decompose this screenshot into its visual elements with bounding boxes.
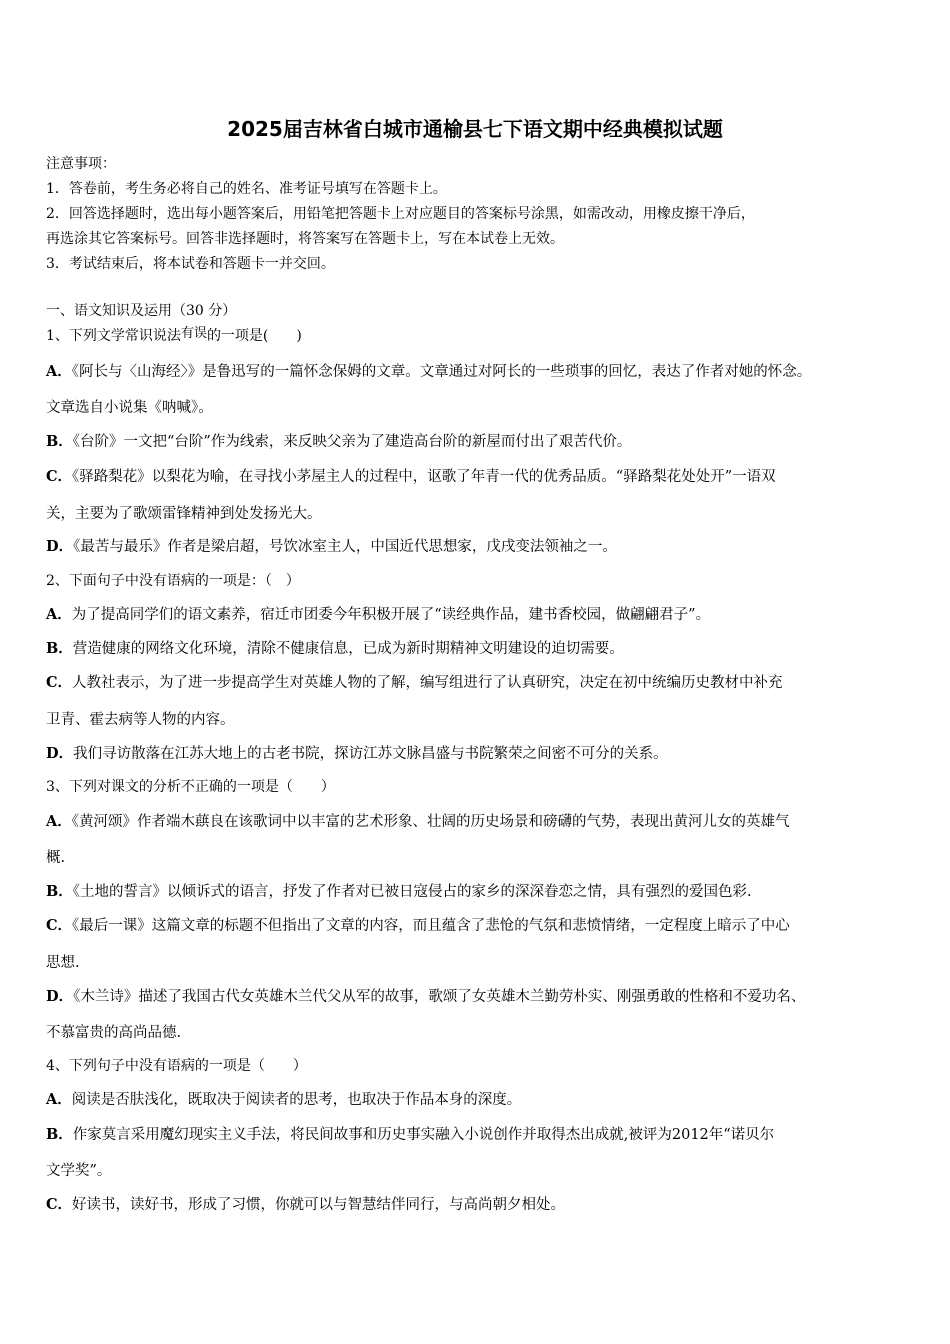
option-line (46, 812, 790, 832)
option-line (46, 916, 790, 936)
option-letter: C． (46, 468, 73, 485)
option-text: 营造健康的网络文化环境，清除不健康信息，已成为新时期精神文明建设的迫切需要。 (72, 641, 624, 657)
option-line (46, 398, 213, 418)
option-line (46, 673, 783, 693)
option-text: 不慕富贵的高尚品德. (46, 1025, 182, 1041)
option-letter: B． (46, 433, 73, 450)
option-letter: D． (46, 988, 74, 1005)
option-line (46, 432, 631, 452)
option-line (46, 504, 322, 524)
option-letter: D． (46, 538, 74, 555)
option-line (46, 639, 624, 659)
page-title: 2025届吉林省白城市通榆县七下语文期中经典模拟试题 (227, 117, 723, 141)
option-letter: C． (46, 674, 73, 691)
question-stem (46, 326, 302, 347)
option-line (46, 882, 752, 902)
option-line (46, 1195, 565, 1215)
option-text: 概. (46, 850, 66, 866)
option-line (46, 467, 776, 487)
option-letter: A． (46, 1091, 72, 1108)
option-text: 《最苦与最乐》作者是梁启超，号饮冰室主人，中国近代思想家，戊戌变法领袖之一。 (73, 539, 617, 555)
option-line (46, 953, 80, 973)
option-letter: D． (46, 745, 74, 762)
option-letter: C． (46, 917, 73, 934)
option-letter: A． (46, 363, 72, 380)
option-text: 阅读是否肤浅化，既取决于阅读者的思考，也取决于作品本身的深度。 (71, 1092, 522, 1108)
option-text: 我们寻访散落在江苏大地上的古老书院，探访江苏文脉昌盛与书院繁荣之间密不可分的关系。 (73, 746, 668, 762)
option-letter: A． (46, 813, 72, 830)
option-letter: C． (46, 1196, 73, 1213)
notice-block (46, 152, 906, 277)
question-stem: 4、下列句子中没有语病的一项是（ ） (46, 1058, 307, 1074)
option-line (46, 1161, 111, 1181)
option-text: 文学奖”。 (46, 1163, 112, 1179)
question-stem-emphasis: 有误 (180, 326, 207, 341)
notice-item: 2．回答选择题时，选出每小题答案后，用铅笔把答题卡上对应题目的答案标号涂黑，如需改动，用橡皮擦干净后， (46, 206, 755, 222)
option-line (46, 987, 805, 1007)
option-line (46, 1125, 774, 1145)
option-line (46, 537, 617, 557)
option-letter: B． (46, 640, 73, 657)
option-text: 《最后一课》这篇文章的标题不但指出了文章的内容，而且蕴含了悲怆的气氛和悲愤情绪，一定程度上暗示了中心 (72, 918, 790, 934)
option-text: 《土地的誓言》以倾诉式的语言，抒发了作者对已被日寇侵占的家乡的深深眷恋之情，具有强烈的爱国色彩. (72, 884, 752, 900)
option-letter: B． (46, 1126, 73, 1143)
option-line (46, 848, 65, 868)
option-text: 《驿路梨花》以梨花为喻，在寻找小茅屋主人的过程中，讴歌了年青一代的优秀品质。“驿路梨花处处开”一语双 (72, 469, 776, 485)
option-text: 作家莫言采用魔幻现实主义手法，将民间故事和历史事实融入小说创作并取得杰出成就,被评为2012年“诺贝尔 (72, 1127, 775, 1143)
section-heading: 一、语文知识及运用（30 分） (46, 303, 237, 319)
notice-item: 3．考试结束后，将本试卷和答题卡一并交回。 (46, 256, 335, 272)
option-text: 《阿长与〈山海经〉》是鲁迅写的一篇怀念保姆的文章。文章通过对阿长的一些琐事的回忆，表达了作者对她的怀念。 (71, 364, 812, 380)
option-letter: B． (46, 883, 73, 900)
option-text: 《黄河颂》作者端木蕻良在该歌词中以丰富的艺术形象、壮阔的历史场景和磅礴的气势，表现出黄河儿女的英雄气 (71, 814, 790, 830)
option-line (46, 710, 235, 730)
option-text: 人教社表示，为了进一步提高学生对英雄人物的了解，编写组进行了认真研究，决定在初中统编历史教材中补充 (72, 675, 783, 691)
option-line (46, 744, 668, 764)
option-text: 文章选自小说集《呐喊》。 (46, 400, 213, 416)
question-stem-part: 的一项是( ) (206, 328, 302, 344)
option-text: 《木兰诗》描述了我国古代女英雄木兰代父从军的故事，歌颂了女英雄木兰勤劳朴实、刚强勇敢的性格和不爱功名、 (73, 989, 806, 1005)
notice-item: 再选涂其它答案标号。回答非选择题时，将答案写在答题卡上，写在本试卷上无效。 (46, 231, 564, 247)
option-text: 为了提高同学们的语文素养，宿迁市团委今年积极开展了“读经典作品，建书香校园，做翩翩君子”。 (71, 607, 711, 623)
question-stem-part: 1、下列文学常识说法 (46, 328, 181, 344)
question-stem: 2、下面句子中没有语病的一项是：（ ） (46, 573, 300, 589)
notice-heading: 注意事项： (46, 156, 116, 172)
option-text: 《台阶》一文把“台阶”作为线索，来反映父亲为了建造高台阶的新屋而付出了艰苦代价。 (72, 434, 632, 450)
option-line (46, 1023, 181, 1043)
option-letter: A． (46, 606, 72, 623)
option-line (46, 605, 710, 625)
option-line (46, 362, 811, 382)
option-text: 关，主要为了歌颂雷锋精神到处发扬光大。 (46, 506, 322, 522)
option-text: 卫青、霍去病等人物的内容。 (46, 712, 235, 728)
notice-item: 1．答卷前，考生务必将自己的姓名、准考证号填写在答题卡上。 (46, 181, 447, 197)
option-text: 思想. (46, 955, 80, 971)
option-line (46, 1090, 521, 1110)
question-stem: 3、下列对课文的分析不正确的一项是（ ） (46, 779, 335, 795)
option-text: 好读书，读好书，形成了习惯，你就可以与智慧结伴同行，与高尚朝夕相处。 (72, 1197, 566, 1213)
